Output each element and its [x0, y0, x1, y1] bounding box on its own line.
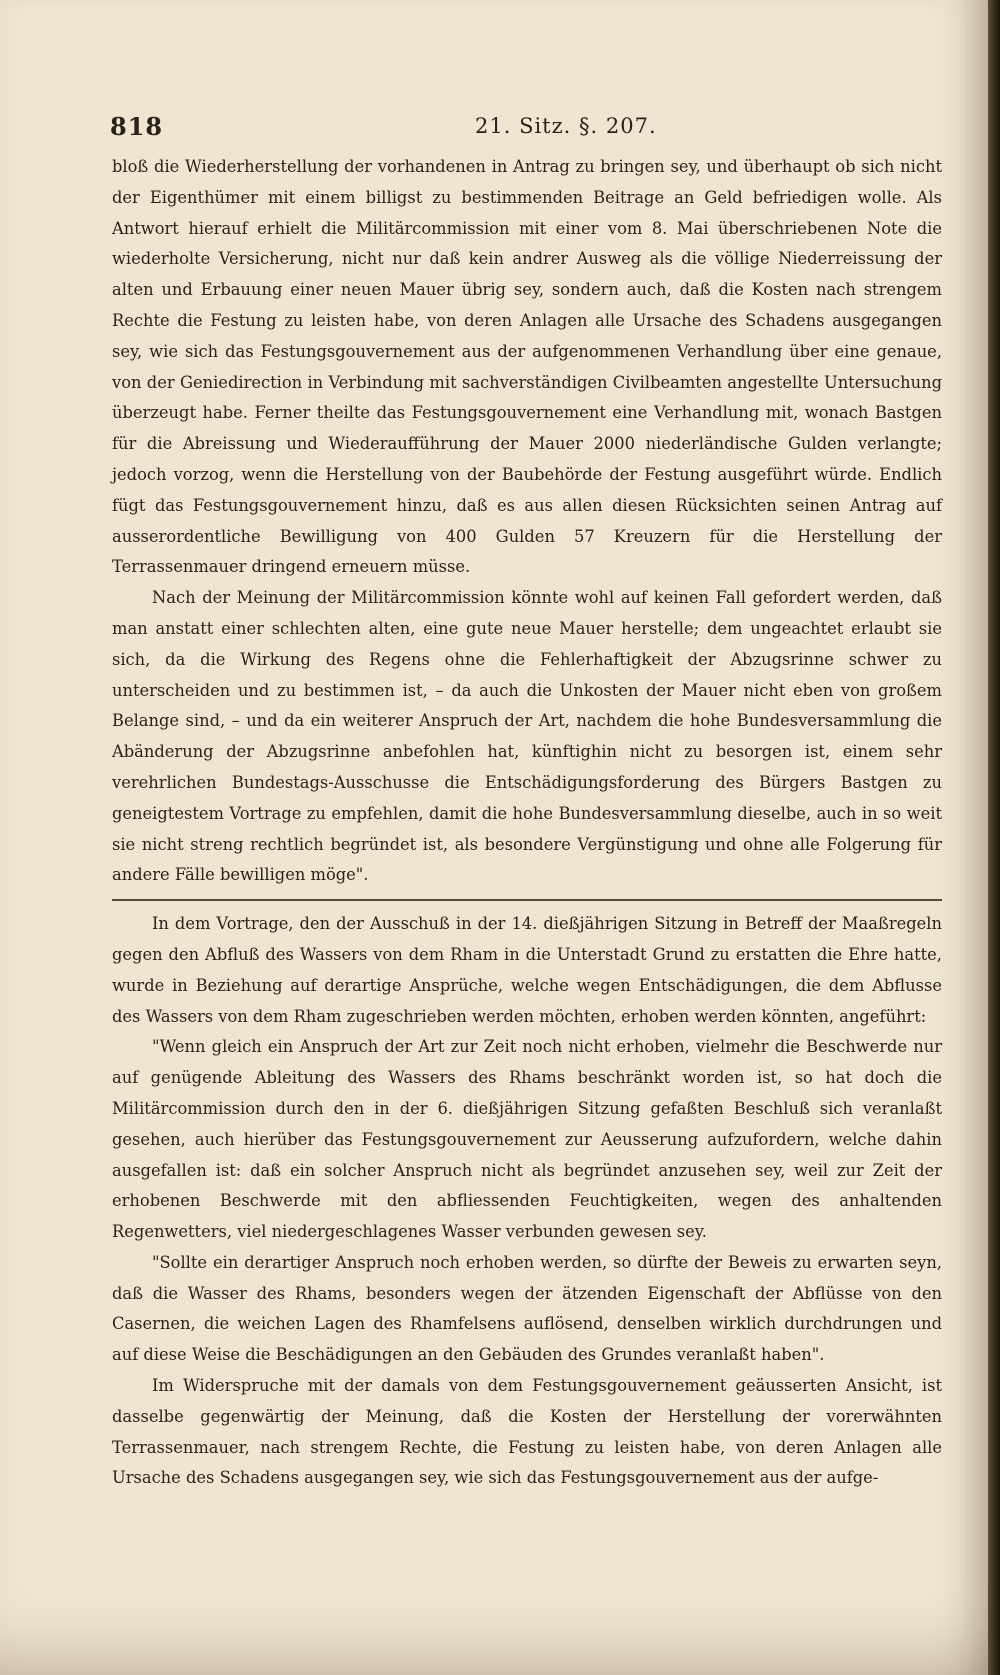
page-header	[110, 112, 905, 140]
paragraph-1: bloß die Wiederherstellung der vorhandenen in Antrag zu bringen sey, und überhaupt ob sich nicht der Eigenthümer mit einem billigst zu bestimmenden Beitrage an Geld befriedigen wolle. Als Antwort hierauf erhielt die Militärcommission mit einer vom 8. Mai überschriebenen Note die wiederholte Versicherung, nicht nur daß kein andrer Ausweg als die völlige Niederreissung der alten und Erbauung einer neuen Mauer übrig sey, sondern auch, daß die Kosten nach strengem Rechte die Festung zu leisten habe, von deren Anlagen alle Ursache des Schadens ausgegangen sey, wie sich das Festungsgouvernement aus der aufgenommenen Verhandlung über eine genaue, von der Geniedirection in Verbindung mit sachverständigen Civilbeamten angestellte Untersuchung überzeugt habe. Ferner theilte das Festungsgouvernement eine Verhandlung mit, wonach Bastgen für die Abreissung und Wiederaufführung der Mauer 2000 niederländische Gulden verlangte; jedoch vorzog, wenn die Herstellung von der Baubehörde der Festung ausgeführt würde. Endlich fügt das Festungsgouvernement hinzu, daß es aus allen diesen Rücksichten seinen Antrag auf ausserordentliche Bewilligung von 400 Gulden 57 Kreuzern für die Herstellung der Terrassenmauer dringend erneuern müsse.	[112, 157, 942, 577]
page-number: 818	[110, 112, 164, 141]
body-text	[112, 152, 942, 1494]
paragraph-2: Nach der Meinung der Militärcommission könnte wohl auf keinen Fall gefordert werden, daß man anstatt einer schlechten alten, eine gute neue Mauer herstelle; dem ungeachtet erlaubt sie sich, da die Wirkung des Regens ohne die Fehlerhaftigkeit der Abzugsrinne schwer zu unterscheiden und zu bestimmen ist, – da auch die Unkosten der Mauer nicht eben von großem Belange sind, – und da ein weiterer Anspruch der Art, nachdem die hohe Bundesversammlung die Abänderung der Abzugsrinne anbefohlen hat, künftighin nicht zu besorgen ist, einem sehr verehrlichen Bundestags-Ausschusse die Entschädigungsforderung des Bürgers Bastgen zu geneigtestem Vortrage zu empfehlen, damit die hohe Bundesversammlung dieselbe, auch in so weit sie nicht streng rechtlich begründet ist, als besondere Vergünstigung und ohne alle Folgerung für andere Fälle bewilligen möge".	[112, 588, 942, 885]
quote-paragraph-2: "Sollte ein derartiger Anspruch noch erhoben werden, so dürfte der Beweis zu erwarten seyn, daß die Wasser des Rhams, besonders wegen der ätzenden Eigenschaft der Abflüsse von den Casernen, die weichen Lagen des Rhamfelsens auflösend, denselben wirklich durchdrungen und auf diese Weise die Beschädigungen an den Gebäuden des Grundes veranlaßt haben".	[112, 1252, 942, 1365]
paragraph-4: Im Widerspruche mit der damals von dem Festungsgouvernement geäusserten Ansicht, ist dasselbe gegenwärtig der Meinung, daß die Kosten der Herstellung der vorerwähnten Terrassenmauer, nach strengem Rechte, die Festung zu leisten habe, von deren Anlagen alle Ursache des Schadens ausgegangen sey, wie sich das Festungsgouvernement aus der aufge-	[112, 1376, 942, 1488]
running-head: 21. Sitz. §. 207.	[475, 114, 657, 138]
book-edge-shadow	[988, 0, 1000, 1675]
quote-paragraph-1: "Wenn gleich ein Anspruch der Art zur Zeit noch nicht erhoben, vielmehr die Beschwerde nur auf genügende Ableitung des Wassers des Rhams beschränkt worden ist, so hat doch die Militärcommission durch den in der 6. dießjährigen Sitzung gefaßten Beschluß sich veranlaßt gesehen, auch hierüber das Festungsgouvernement zur Aeusserung aufzufordern, welche dahin ausgefallen ist: daß ein solcher Anspruch nicht als begründet anzusehen sey, weil zur Zeit der erhobenen Beschwerde mit den abfliessenden Feuchtigkeiten, wegen des anhaltenden Regenwetters, viel niedergeschlagenes Wasser verbunden gewesen sey.	[112, 1037, 942, 1242]
paragraph-3: In dem Vortrage, den der Ausschuß in der 14. dießjährigen Sitzung in Betreff der Maaßregeln gegen den Abfluß des Wassers von dem Rham in die Unterstadt Grund zu erstatten die Ehre hatte, wurde in Beziehung auf derartige Ansprüche, welche wegen Entschädigungen, die dem Abflusse des Wassers von dem Rham zugeschrieben werden möchten, erhoben werden könnten, angeführt:	[112, 914, 942, 1026]
section-divider	[112, 899, 942, 901]
